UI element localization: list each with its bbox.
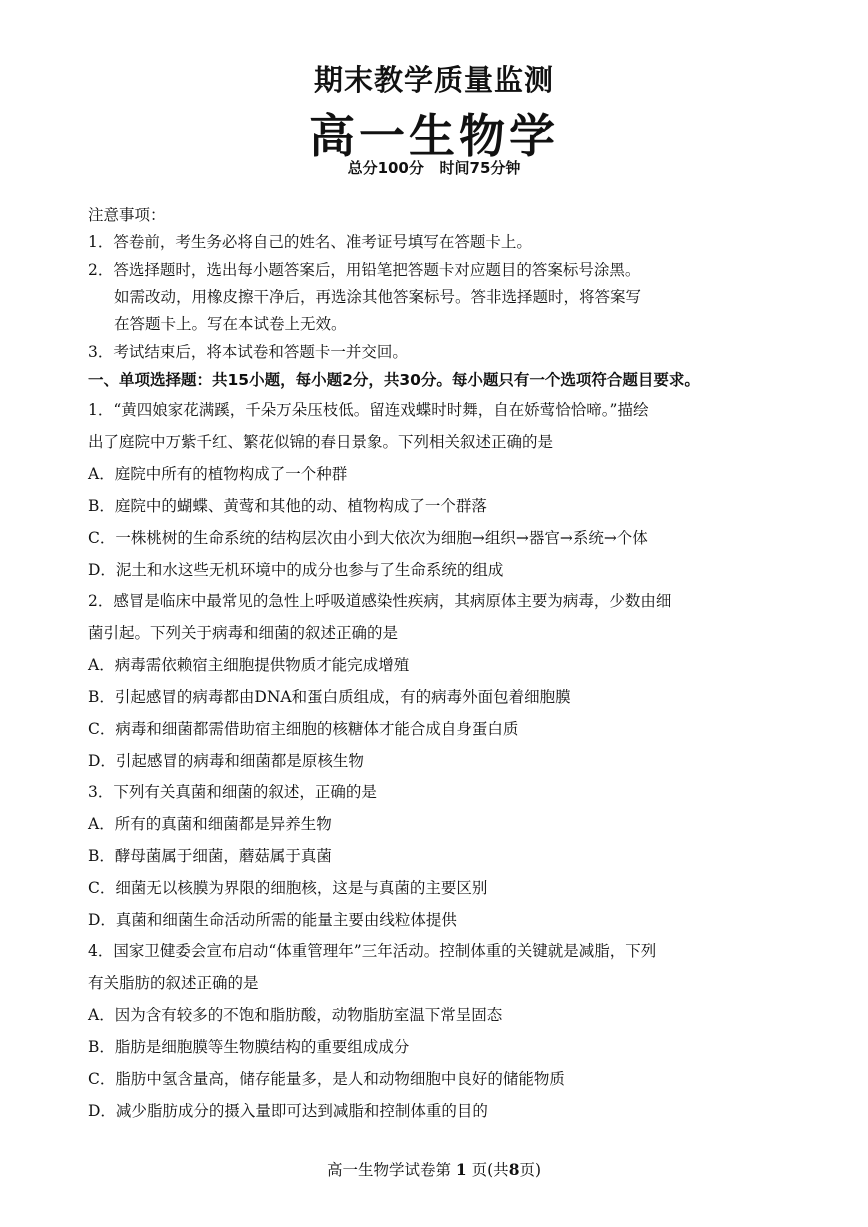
option-c: C．病毒和细菌都需借助宿主细胞的核糖体才能合成自身蛋白质 bbox=[88, 720, 519, 738]
footer-middle: 页(共 bbox=[471, 1161, 509, 1179]
option-a: A．因为含有较多的不饱和脂肪酸，动物脂肪室温下常呈固态 bbox=[88, 1006, 503, 1024]
question-stem: 4．国家卫健委会宣布启动“体重管理年”三年活动。控制体重的关键就是减脂，下列 bbox=[88, 942, 657, 960]
page-footer bbox=[0, 1158, 868, 1180]
option-d: D．引起感冒的病毒和细菌都是原核生物 bbox=[88, 752, 364, 770]
option-b: B．庭院中的蝴蝶、黄莺和其他的动、植物构成了一个群落 bbox=[88, 497, 487, 515]
question-stem: 出了庭院中万紫千红、繁花似锦的春日景象。下列相关叙述正确的是 bbox=[88, 433, 554, 451]
footer-prefix: 高一生物学试卷第 bbox=[326, 1161, 451, 1179]
section-heading: 一、单项选择题：共15小题，每小题2分，共30分。每小题只有一个选项符合题目要求。 bbox=[88, 371, 700, 389]
exam-title: 期末教学质量监测 bbox=[313, 63, 554, 97]
notice-item: 1．答卷前，考生务必将自己的姓名、准考证号填写在答题卡上。 bbox=[88, 233, 532, 251]
option-c: C．一株桃树的生命系统的结构层次由小到大依次为细胞→组织→器官→系统→个体 bbox=[88, 529, 648, 547]
question-stem: 菌引起。下列关于病毒和细菌的叙述正确的是 bbox=[88, 624, 399, 642]
option-c: C．细菌无以核膜为界限的细胞核，这是与真菌的主要区别 bbox=[88, 879, 488, 897]
notice-item: 3．考试结束后，将本试卷和答题卡一并交回。 bbox=[88, 343, 408, 361]
question-stem: 1．“黄四娘家花满蹊，千朵万朵压枝低。留连戏蝶时时舞，自在娇莺恰恰啼。”描绘 bbox=[88, 401, 649, 419]
option-b: B．脂肪是细胞膜等生物膜结构的重要组成成分 bbox=[88, 1038, 410, 1056]
option-a: A．病毒需依赖宿主细胞提供物质才能完成增殖 bbox=[88, 656, 410, 674]
question-stem: 3．下列有关真菌和细菌的叙述，正确的是 bbox=[88, 783, 377, 801]
page-number: 1 bbox=[455, 1160, 467, 1179]
option-c: C．脂肪中氢含量高，储存能量多，是人和动物细胞中良好的储能物质 bbox=[88, 1070, 565, 1088]
option-a: A．所有的真菌和细菌都是异养生物 bbox=[88, 815, 332, 833]
total-score: 总分100分 bbox=[347, 159, 424, 177]
option-a: A．庭院中所有的植物构成了一个种群 bbox=[88, 465, 348, 483]
exam-meta bbox=[0, 157, 868, 178]
option-d: D．减少脂肪成分的摄入量即可达到减脂和控制体重的目的 bbox=[88, 1102, 488, 1120]
notice-item: 如需改动，用橡皮擦干净后，再选涂其他答案标号。答非选择题时，将答案写 bbox=[114, 288, 642, 306]
notice-item: 2．答选择题时，选出每小题答案后，用铅笔把答题卡对应题目的答案标号涂黑。 bbox=[88, 261, 641, 279]
exam-duration: 时间75分钟 bbox=[439, 159, 521, 177]
option-d: D．泥土和水这些无机环境中的成分也参与了生命系统的组成 bbox=[88, 561, 504, 579]
notice-item: 在答题卡上。写在本试卷上无效。 bbox=[114, 315, 347, 333]
option-b: B．引起感冒的病毒都由DNA和蛋白质组成，有的病毒外面包着细胞膜 bbox=[88, 688, 571, 706]
footer-suffix: 页) bbox=[519, 1161, 542, 1179]
page-total: 8 bbox=[508, 1160, 520, 1179]
notice-title: 注意事项： bbox=[88, 206, 166, 224]
subject-title: 高一生物学 bbox=[309, 109, 559, 163]
question-stem: 有关脂肪的叙述正确的是 bbox=[88, 974, 259, 992]
question-stem: 2．感冒是临床中最常见的急性上呼吸道感染性疾病，其病原体主要为病毒，少数由细 bbox=[88, 592, 672, 610]
option-b: B．酵母菌属于细菌，蘑菇属于真菌 bbox=[88, 847, 332, 865]
option-d: D．真菌和细菌生命活动所需的能量主要由线粒体提供 bbox=[88, 911, 457, 929]
